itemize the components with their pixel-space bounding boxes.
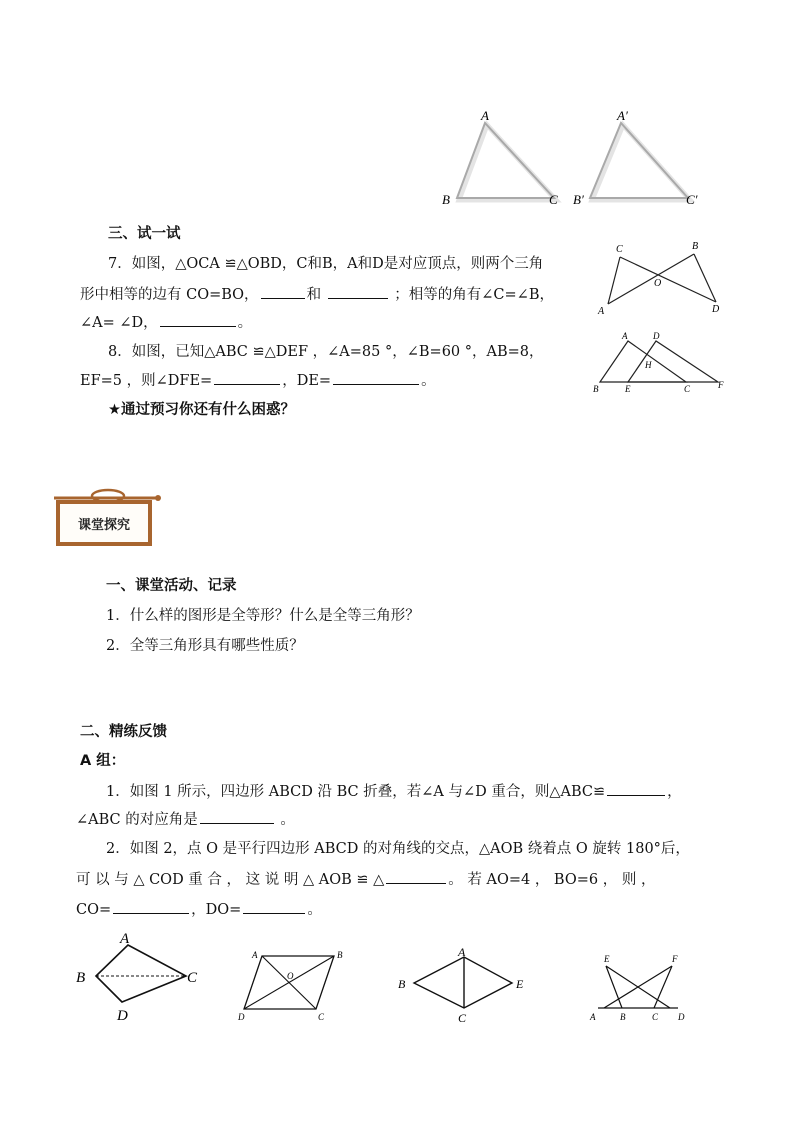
fig7-label-O: O xyxy=(654,278,662,289)
label-C: C xyxy=(549,192,558,207)
fb-q1-line1-b: ， xyxy=(667,784,682,800)
fig4-label-F: F xyxy=(672,954,678,964)
shadow-tri2 xyxy=(592,125,690,200)
fig2-label-O: O xyxy=(287,971,294,981)
fig2-parallelogram-figure xyxy=(230,945,350,1025)
fig3-label-E: E xyxy=(516,977,524,991)
fig1-label-B: B xyxy=(76,970,86,986)
fig8-label-F: F xyxy=(718,380,724,390)
fb-q2-line3-a: CO= xyxy=(76,902,112,918)
fb-q1-line2-a: ∠ABC 的对应角是 xyxy=(76,812,198,828)
fig3-label-A: A xyxy=(458,945,466,959)
label-A: A xyxy=(481,108,489,123)
fig2-label-C: C xyxy=(318,1012,325,1022)
q8-line2-b: ，DE= xyxy=(282,373,332,389)
group-a-label: A 组： xyxy=(80,753,126,769)
q7-blank-2[interactable] xyxy=(328,284,388,299)
fig7-label-C: C xyxy=(616,244,623,255)
fig4-label-D: D xyxy=(678,1012,685,1022)
fig3-rhombus-figure xyxy=(392,944,542,1026)
fb-q1-line2-b: 。 xyxy=(280,812,295,828)
q7-blank-3[interactable] xyxy=(160,312,236,327)
shadow-tri1 xyxy=(459,125,556,200)
q7-line2-c: ；相等的角有∠C=∠B， xyxy=(394,287,554,303)
section-heading-try: 三、试一试 xyxy=(108,226,181,242)
fig2-label-B: B xyxy=(337,950,343,960)
fig4-label-C: C xyxy=(652,1012,659,1022)
fig4-crossed-triangles-figure xyxy=(584,950,694,1026)
fig8-label-E: E xyxy=(625,384,631,394)
fig7-label-D: D xyxy=(712,304,720,315)
label-B-prime: B′ xyxy=(573,192,584,207)
activity-item-1: 1．什么样的图形是全等形？什么是全等三角形？ xyxy=(106,608,420,624)
congruent-triangles-figure xyxy=(430,105,720,215)
q7-line2-a: 形中相等的边有 CO=BO， xyxy=(80,287,259,303)
fig4-label-A: A xyxy=(590,1012,596,1022)
fig7-label-B: B xyxy=(692,241,699,252)
fig7-label-A: A xyxy=(598,306,605,317)
fb-q1-blank-2[interactable] xyxy=(200,809,274,824)
label-C-prime: C′ xyxy=(686,192,698,207)
q8-overlapping-triangles-figure xyxy=(590,328,730,398)
fb-q1-line1-a: 1．如图 1 所示，四边形 ABCD 沿 BC 折叠，若∠A 与∠D 重合，则△ABC≌ xyxy=(106,784,606,800)
fig3-label-B: B xyxy=(398,977,406,991)
fig1-label-A: A xyxy=(120,931,130,947)
label-A-prime: A′ xyxy=(617,108,628,123)
fig8-label-D: D xyxy=(653,331,660,341)
label-B: B xyxy=(442,192,450,207)
fig2-label-D: D xyxy=(238,1012,245,1022)
fig1-kite-figure xyxy=(70,928,210,1026)
fb-q1-line2 xyxy=(76,809,295,830)
classroom-exploration-badge xyxy=(56,500,152,546)
q8-line2 xyxy=(80,370,436,391)
q7-blank-1[interactable] xyxy=(261,284,305,299)
fig4-label-E: E xyxy=(604,954,610,964)
fb-q1-blank-1[interactable] xyxy=(607,781,665,796)
fb-q1-line1 xyxy=(106,781,682,802)
star-question: ★通过预习你还有什么困惑？ xyxy=(108,402,295,418)
badge-label: 课堂探究 xyxy=(77,518,130,533)
fig4-label-B: B xyxy=(620,1012,626,1022)
fig8-label-H: H xyxy=(645,360,652,370)
fig8-label-A: A xyxy=(622,331,628,341)
q8-blank-1[interactable] xyxy=(214,370,280,385)
q7-line3-a: ∠A= ∠D， xyxy=(80,315,158,331)
fig1-label-D: D xyxy=(117,1008,128,1024)
q7-line2-b: 和 xyxy=(306,287,322,303)
activity-heading: 一、课堂活动、记录 xyxy=(106,578,237,594)
q8-line2-c: 。 xyxy=(421,373,436,389)
fb-q2-blank-2[interactable] xyxy=(113,899,189,914)
fb-q2-line1: 2．如图 2，点 O 是平行四边形 ABCD 的对角线的交点，△AOB 绕着点 O 旋转 180°后， xyxy=(106,841,690,857)
fb-q2-blank-1[interactable] xyxy=(386,869,446,884)
fig8-label-C: C xyxy=(684,384,691,394)
fb-q2-line3-c: 。 xyxy=(307,902,322,918)
fig3-label-C: C xyxy=(458,1011,467,1025)
fb-q2-line2 xyxy=(76,869,655,890)
fig2-label-A: A xyxy=(252,950,258,960)
q7-line2 xyxy=(80,284,554,305)
activity-item-2: 2．全等三角形具有哪些性质？ xyxy=(106,638,304,654)
feedback-heading: 二、精练反馈 xyxy=(80,724,167,740)
q7-bowtie-figure xyxy=(592,240,727,320)
fb-q2-line2-a: 可 以 与 △ COD 重 合 ， 这 说 明 △ AOB ≌ △ xyxy=(76,872,385,888)
fig1-label-C: C xyxy=(187,970,198,986)
fb-q2-line3-b: ，DO= xyxy=(191,902,242,918)
fb-q2-blank-3[interactable] xyxy=(243,899,305,914)
q8-blank-2[interactable] xyxy=(333,370,419,385)
q7-line3-b: 。 xyxy=(237,315,253,331)
triangle-abc xyxy=(457,123,554,198)
q8-line1: 8．如图，已知△ABC ≌△DEF ，∠A=85 °，∠B=60 °，AB=8， xyxy=(108,344,544,360)
triangle-a1b1c1 xyxy=(590,123,688,198)
fb-q2-line3 xyxy=(76,899,322,920)
fb-q2-line2-b: 。 若 AO=4 ， BO=6 ， 则 ， xyxy=(448,872,656,888)
q8-line2-a: EF=5 ，则∠DFE= xyxy=(80,373,213,389)
q7-line3 xyxy=(80,312,252,333)
fig8-label-B: B xyxy=(593,384,599,394)
q7-line1: 7．如图，△OCA ≌△OBD，C和B，A和D是对应顶点，则两个三角 xyxy=(108,256,544,272)
